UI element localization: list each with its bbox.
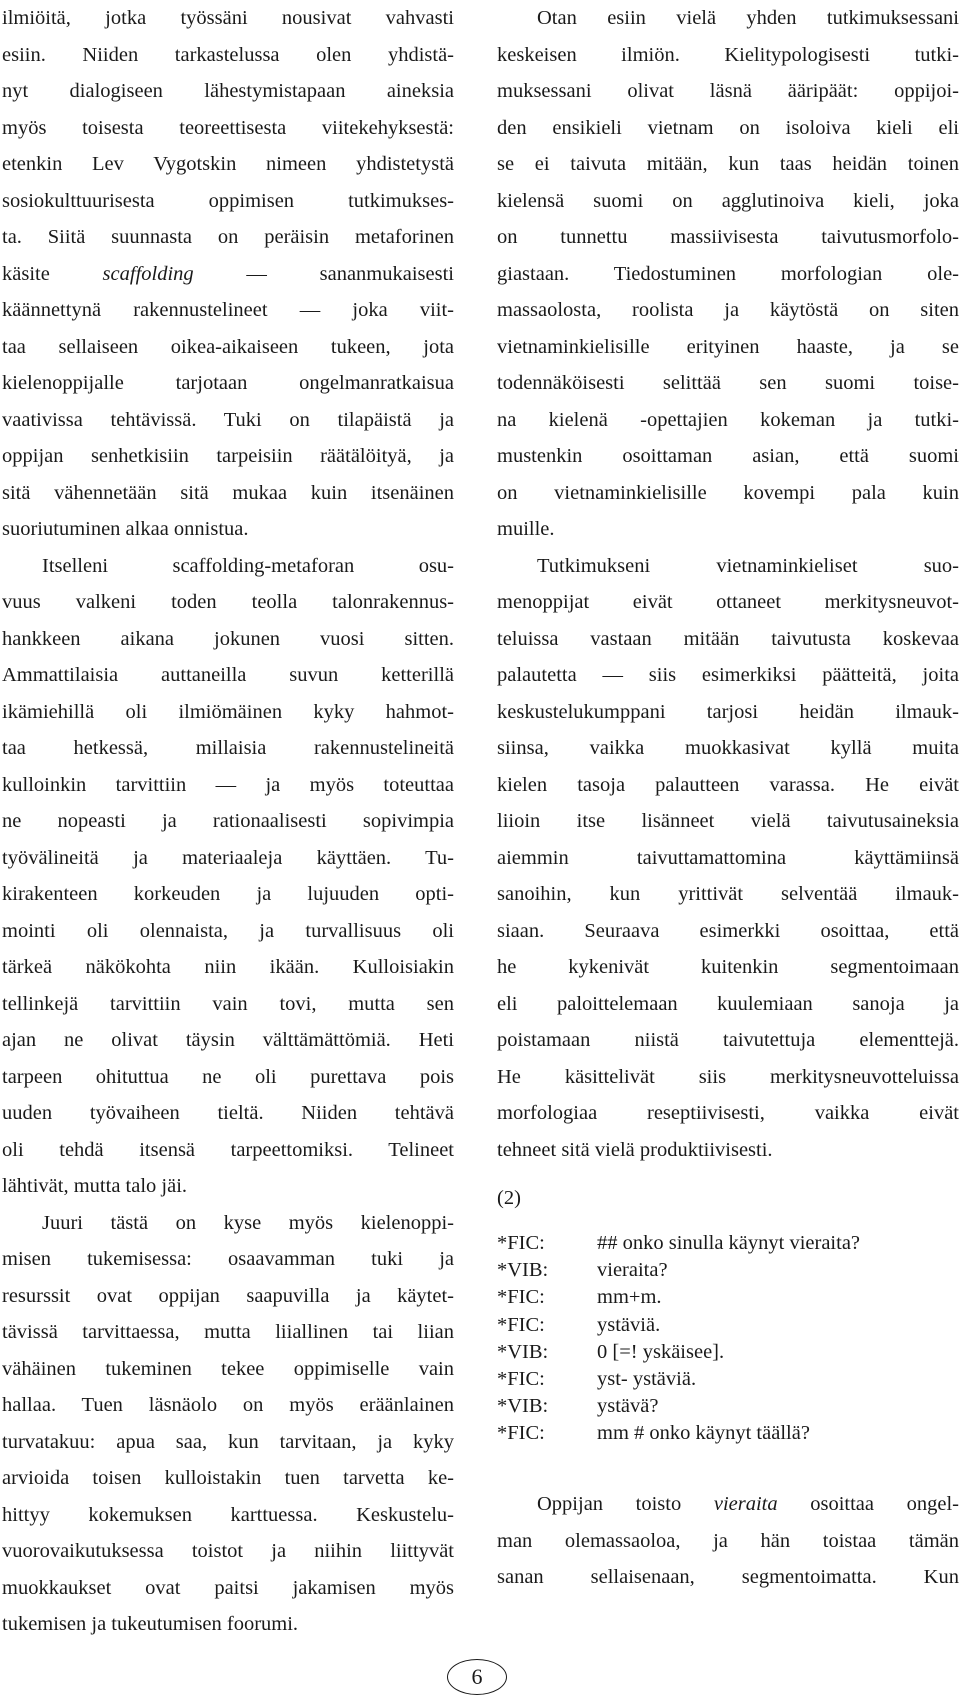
text-segment: mustenkin osoittaman asian, että suomi (497, 445, 959, 467)
speaker-code: *FIC: (497, 1286, 545, 1309)
text-segment: oli tehdä itsensä tarpeettomiksi. Telineet (2, 1138, 454, 1161)
transcript-row (497, 1257, 860, 1284)
text-segment: kielensä suomi on agglutinoiva kieli, joka (497, 189, 959, 212)
text-line (497, 1132, 959, 1169)
text-line (497, 913, 959, 950)
text-segment: den ensikieli vietnam on isoloiva kieli eli (497, 116, 959, 139)
text-segment: on vietnaminkielisille kovempi pala kuin (497, 481, 959, 504)
text-line (497, 840, 959, 877)
text-segment: kulloinkin tarvittiin — ja myös toteuttaa (2, 773, 454, 796)
text-line (2, 1168, 454, 1205)
text-line (497, 803, 959, 840)
text-segment: nyt dialogiseen lähestymistapaan aineksia (2, 80, 454, 102)
speaker-code: *FIC: (497, 1313, 545, 1336)
speaker-code: *VIB: (497, 1395, 549, 1418)
text-line (2, 949, 454, 986)
text-segment: käsite (2, 262, 103, 285)
speaker-code: *FIC: (497, 1232, 545, 1254)
transcript-row (497, 1312, 860, 1339)
text-line (2, 329, 454, 366)
italic-term: vieraita (713, 1493, 778, 1515)
text-segment: se ei taivuta mitään, kun taas heidän toinen (497, 153, 959, 175)
transcript-row (497, 1420, 860, 1447)
text-line (2, 694, 454, 731)
text-line (2, 986, 454, 1023)
text-segment: siinsa, vaikka muokkasivat kyllä muita (497, 737, 959, 759)
text-line (2, 1132, 454, 1169)
text-segment: ikämiehillä oli ilmiömäinen kyky hahmot- (2, 700, 454, 723)
text-line (2, 548, 454, 585)
text-segment: kielen tasoja palautteen varassa. He eivät (497, 773, 959, 796)
text-segment: käännettynä rakennustelineet — joka viit- (2, 299, 454, 321)
text-segment: Ammattilaisia auttaneilla suvun ketterillä (2, 664, 454, 686)
utterance-text: ystäviä. (597, 1313, 661, 1336)
text-segment: etenkin Lev Vygotskin nimeen yhdistetystä (2, 153, 454, 175)
text-segment: ilmiöitä, jotka työssäni nousivat vahvasti (2, 7, 454, 29)
text-line (497, 1095, 959, 1132)
text-segment: liioin itse lisänneet vielä taivutusaineksia (497, 810, 959, 832)
text-segment: on tunnettu massiivisesta taivutusmorfolo- (497, 226, 959, 248)
text-segment: lähtivät, mutta talo jäi. (2, 1175, 188, 1197)
utterance-text: mm+m. (597, 1286, 662, 1309)
text-segment: na kielenä -opettajien kokeman ja tutki- (497, 408, 959, 431)
text-line (497, 475, 959, 512)
text-segment: osoittaa ongel- (777, 1493, 960, 1515)
text-line (2, 840, 454, 877)
utterance-text: vieraita? (597, 1259, 668, 1282)
text-line (2, 0, 454, 37)
text-line (2, 73, 454, 110)
text-segment: esiin. Niiden tarkastelussa olen yhdistä- (2, 43, 454, 66)
text-line (497, 694, 959, 731)
text-segment: keskeisen ilmiön. Kielitypologisesti tutki- (497, 43, 959, 66)
text-line (2, 110, 454, 147)
text-segment: ta. Siitä suunnasta on peräisin metaforinen (2, 226, 454, 248)
text-segment: tukemisen ja tukeutumisen foorumi. (2, 1613, 299, 1635)
text-segment: sitä vähennetään sitä mukaa kuin itsenäinen (2, 481, 454, 504)
text-segment: Oppijan toisto (537, 1493, 714, 1515)
text-segment: Otan esiin vielä yhden tutkimuksessani (537, 7, 959, 29)
text-line (2, 1570, 454, 1607)
text-line (2, 146, 454, 183)
text-line (497, 657, 959, 694)
right-column (497, 0, 959, 1168)
utterance-text: yst- ystäviä. (597, 1368, 697, 1391)
transcript-row (497, 1393, 860, 1420)
text-segment: hallaa. Tuen läsnäolo on myös eräänlainen (2, 1394, 454, 1416)
text-line (497, 146, 959, 183)
text-segment: Itselleni scaffolding-metaforan osu- (42, 554, 454, 577)
text-line (2, 365, 454, 402)
text-segment: poistamaan niistä taivutettuja elementtejä. (497, 1029, 959, 1051)
text-segment: taa sellaiseen oikea-aikaiseen tukeen, jota (2, 335, 454, 358)
speaker-code: *VIB: (497, 1259, 549, 1282)
text-line (497, 1486, 959, 1523)
text-line (2, 1351, 454, 1388)
text-segment: aiemmin taivuttamattomina käyttämiinsä (497, 846, 959, 869)
text-line (2, 292, 454, 329)
text-line (497, 329, 959, 366)
text-line (2, 876, 454, 913)
text-segment: ajan ne olivat täysin välttämättömiä. Heti (2, 1029, 454, 1051)
speaker-code: *VIB: (497, 1340, 549, 1363)
text-segment: suoriutuminen alkaa onnistua. (2, 518, 249, 540)
text-line (2, 1314, 454, 1351)
text-segment: kielenoppijalle tarjotaan ongelmanratkaisua (2, 372, 454, 394)
text-segment: vietnaminkielisille erityinen haaste, ja se (497, 335, 959, 358)
text-segment: eli paloittelemaan kuulemiaan sanoja ja (497, 992, 959, 1015)
speaker-code: *FIC: (497, 1368, 545, 1391)
text-segment: muokkaukset ovat paitsi jakamisen myös (2, 1576, 454, 1599)
text-segment: kirakenteen korkeuden ja lujuuden opti- (2, 883, 454, 905)
text-line (497, 548, 959, 585)
text-segment: misen tukemisessa: osaavamman tuki ja (2, 1248, 454, 1270)
text-segment: giastaan. Tiedostuminen morfologian ole- (497, 262, 959, 285)
text-segment: tehneet sitä vielä produktiivisesti. (497, 1138, 773, 1161)
text-line (497, 767, 959, 804)
text-segment: He käsittelivät siis merkitysneuvotteluissa (497, 1065, 959, 1088)
text-line (2, 657, 454, 694)
utterance-text: ystävä? (597, 1395, 659, 1418)
text-line (497, 73, 959, 110)
text-segment: vaativissa tehtävissä. Tuki on tilapäistä ja (2, 408, 454, 431)
text-line (497, 1523, 959, 1560)
text-segment: tävissä tarvittaessa, mutta liiallinen tai liian (2, 1321, 454, 1343)
text-segment: taa hetkessä, millaisia rakennustelineitä (2, 737, 454, 759)
text-line (2, 402, 454, 439)
text-segment: todennäköisesti selittää sen suomi toise- (497, 372, 959, 394)
text-segment: massaolosta, roolista ja käytöstä on siten (497, 299, 959, 321)
text-line (497, 0, 959, 37)
italic-term: scaffolding (102, 262, 194, 285)
text-line (2, 475, 454, 512)
text-line (2, 219, 454, 256)
text-segment: resurssit ovat oppijan saapuvilla ja käytet- (2, 1284, 454, 1307)
text-segment: vähäinen tukeminen tekee oppimiselle vain (2, 1357, 454, 1380)
text-segment: ne nopeasti ja rationaalisesti sopivimpia (2, 810, 454, 832)
text-line (497, 730, 959, 767)
text-segment: myös toisesta teoreettisesta viitekehyksestä: (2, 116, 454, 139)
page-number: 6 (447, 1659, 507, 1695)
text-segment: hittyy kokemuksen karttuessa. Keskustelu- (2, 1503, 454, 1526)
text-line (2, 1424, 454, 1461)
text-segment: sanoihin, kun yrittivät selventää ilmauk- (497, 883, 959, 905)
text-segment: Juuri tästä on kyse myös kielenoppi- (42, 1211, 454, 1234)
text-line (2, 1022, 454, 1059)
text-line (497, 511, 959, 548)
text-segment: siaan. Seuraava esimerkki osoittaa, että (497, 919, 959, 942)
text-segment: muille. (497, 518, 555, 540)
text-line (497, 37, 959, 74)
text-line (497, 365, 959, 402)
utterance-text: ## onko sinulla käynyt vieraita? (597, 1232, 861, 1254)
text-line (497, 402, 959, 439)
transcript-row (497, 1366, 860, 1393)
text-segment: tarpeen ohituttua ne oli purettava pois (2, 1065, 454, 1088)
text-line (2, 438, 454, 475)
text-segment: vuus valkeni toden teolla talonrakennus- (2, 591, 454, 613)
text-line (497, 219, 959, 256)
text-line (2, 913, 454, 950)
text-segment: — sananmukaisesti (193, 262, 454, 285)
text-segment: Tutkimukseni vietnaminkieliset suo- (537, 554, 959, 577)
text-line (497, 1022, 959, 1059)
text-line (497, 949, 959, 986)
text-line (497, 584, 959, 621)
text-line (2, 1205, 454, 1242)
text-segment: mointi oli olennaista, ja turvallisuus oli (2, 919, 454, 942)
text-segment: uuden työvaiheen tieltä. Niiden tehtävä (2, 1102, 454, 1124)
example-transcript (497, 1230, 860, 1448)
transcript-row (497, 1230, 860, 1257)
utterance-text: mm # onko käynyt täällä? (597, 1422, 810, 1445)
text-line (497, 292, 959, 329)
utterance-text: 0 [=! yskäisee]. (597, 1340, 725, 1363)
text-segment: muksessani olivat läsnä ääripäät: oppijoi- (497, 80, 959, 102)
text-line (497, 876, 959, 913)
text-line (2, 584, 454, 621)
text-line (497, 1559, 959, 1596)
transcript-row (497, 1284, 860, 1311)
text-line (2, 1497, 454, 1534)
text-segment: palautetta — siis esimerkiksi päätteitä, joita (497, 664, 959, 686)
example-label: (2) (497, 1187, 521, 1209)
text-line (2, 1460, 454, 1497)
text-segment: tellinkejä tarvittiin vain tovi, mutta sen (2, 992, 454, 1015)
text-segment: sosiokulttuurisesta oppimisen tutkimukses- (2, 189, 454, 212)
text-line (497, 256, 959, 293)
text-line (2, 730, 454, 767)
text-line (2, 37, 454, 74)
text-line (2, 1241, 454, 1278)
text-segment: oppijan senhetkisiin tarpeisiin räätälöityä, ja (2, 445, 454, 467)
text-line (2, 1387, 454, 1424)
after-example-paragraph (497, 1486, 959, 1596)
text-line (2, 767, 454, 804)
text-line (497, 110, 959, 147)
text-segment: työvälineitä ja materiaaleja käyttäen. Tu- (2, 846, 454, 869)
text-segment: hankkeen aikana jokunen vuosi sitten. (2, 627, 454, 650)
text-segment: sanan sellaisenaan, segmentoimatta. Kun (497, 1566, 959, 1588)
transcript-row (497, 1339, 860, 1366)
text-segment: tärkeä näkökohta niin ikään. Kulloisiakin (2, 956, 454, 978)
text-segment: arvioida toisen kulloistakin tuen tarvetta ke- (2, 1467, 454, 1489)
left-column (2, 0, 454, 1643)
text-line (497, 1059, 959, 1096)
text-line (2, 1533, 454, 1570)
text-line (2, 1606, 454, 1643)
text-segment: he kykenivät kuitenkin segmentoimaan (497, 956, 959, 978)
text-segment: keskustelukumppani tarjosi heidän ilmauk- (497, 700, 959, 723)
text-line (2, 1059, 454, 1096)
speaker-code: *FIC: (497, 1422, 545, 1445)
text-line (497, 438, 959, 475)
text-line (2, 511, 454, 548)
text-line (2, 1278, 454, 1315)
text-segment: morfologiaa reseptiivisesti, vaikka eivät (497, 1102, 959, 1124)
text-segment: teluissa vastaan mitään taivutusta koskevaa (497, 627, 959, 650)
text-segment: menoppijat eivät ottaneet merkitysneuvot- (497, 591, 959, 613)
text-segment: vuorovaikutuksessa toistot ja niihin liittyvät (2, 1540, 454, 1562)
text-segment: turvatakuu: apua saa, kun tarvitaan, ja kyky (2, 1430, 454, 1453)
text-line (2, 803, 454, 840)
text-line (2, 1095, 454, 1132)
text-line (497, 621, 959, 658)
text-segment: man olemassaoloa, ja hän toistaa tämän (497, 1529, 959, 1552)
text-line (2, 256, 454, 293)
text-line (497, 986, 959, 1023)
text-line (2, 621, 454, 658)
text-line (2, 183, 454, 220)
text-line (497, 183, 959, 220)
